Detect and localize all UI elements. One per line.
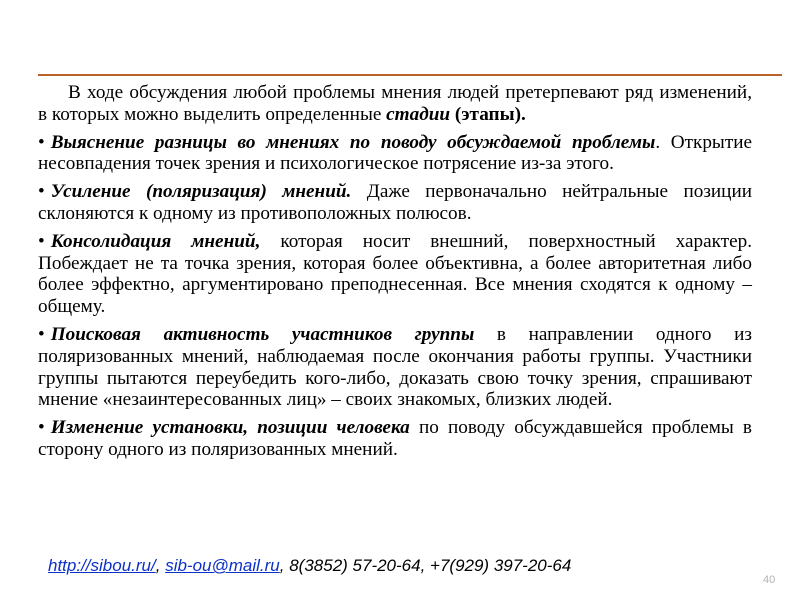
bullet-item [38, 231, 752, 318]
bullet-icon: • [38, 230, 45, 252]
bullet-text: которая носит внешний, поверхностный характер. Побеждает не та точка зрения, которая более объективна, а более авторитетная либо более эффектно, аргументировано преподнесенная. Все мнения сходятся к одному – общему. [38, 230, 752, 318]
bullet-text: Даже первоначально нейтральные позиции склоняются к одному из противоположных полюсов. [38, 181, 752, 224]
bullet-item [38, 417, 752, 461]
footer-phones: , 8(3852) 57-20-64, +7(929) 397-20-64 [279, 556, 572, 575]
bullet-icon: • [38, 417, 45, 439]
bullet-icon: • [38, 323, 45, 345]
bullet-icon: • [38, 181, 45, 203]
bullet-text: . Открытие несовпадения точек зрения и психологическое потрясение из-за этого. [38, 131, 752, 175]
page-number: 40 [763, 574, 776, 586]
bullet-emphasis: Выяснение разницы во мнениях по поводу обсуждаемой проблемы [50, 131, 656, 153]
website-link[interactable]: http://sibou.ru/ [48, 556, 156, 575]
bullet-item [38, 132, 752, 176]
slide-content [38, 82, 752, 467]
bullet-emphasis: Усиление (поляризация) мнений. [50, 181, 352, 203]
email-link[interactable]: sib-ou@mail.ru [165, 556, 280, 575]
footer-contacts [48, 556, 571, 576]
bullet-text: в направлении одного из поляризованных мнений, наблюдаемая после окончания работы группы. Участники группы пытаются переубедить кого-либо, доказать свою точку зрения, спрашивают мнение «незаинтересованных лиц» – своих знакомых, близких людей. [38, 323, 753, 411]
intro-stages: стадии [381, 103, 451, 125]
bullet-emphasis: Поисковая активность участников группы [50, 323, 475, 345]
bullet-item [38, 324, 752, 411]
intro-stages-suffix: (этапы). [450, 103, 526, 125]
intro-paragraph [38, 82, 752, 126]
bullet-emphasis: Консолидация мнений, [50, 230, 261, 252]
bullet-icon: • [38, 131, 45, 153]
bullet-item [38, 181, 752, 225]
intro-text: В ходе обсуждения любой проблемы мнения людей претерпевают ряд изменений, в которых можно выделить определенные [38, 82, 752, 125]
bullet-text: по поводу обсуждавшейся проблемы в сторону одного из поляризованных мнений. [38, 417, 752, 460]
bullet-emphasis: Изменение установки, позиции человека [50, 417, 410, 439]
footer-separator: , [155, 556, 166, 575]
top-rule [38, 74, 782, 76]
